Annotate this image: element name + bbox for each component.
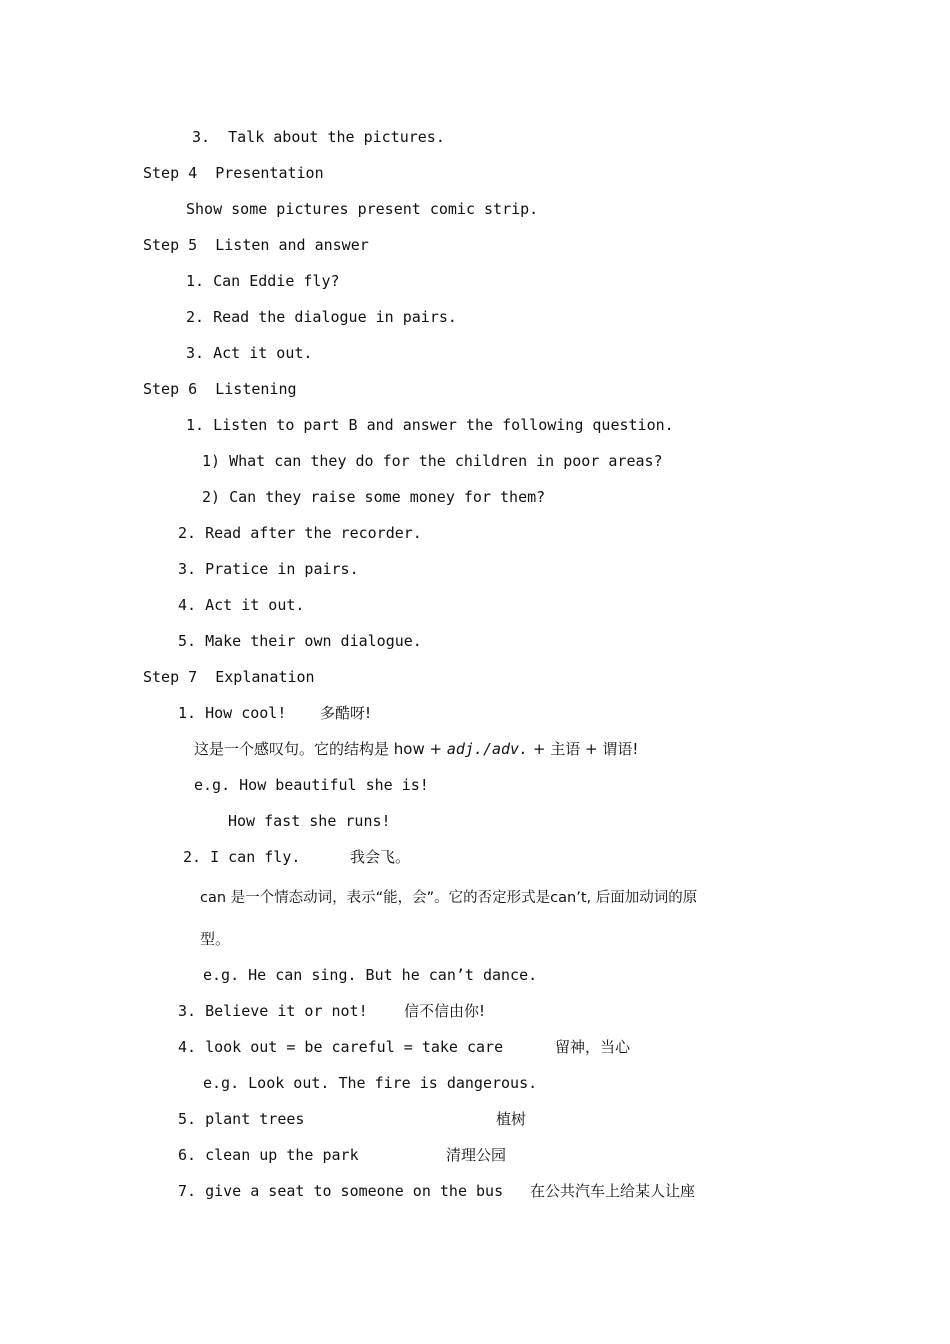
example-line: e.g. How beautiful she is! — [194, 776, 429, 794]
explanation-line: 型。 — [200, 930, 231, 948]
example-line: e.g. Look out. The fire is dangerous. — [203, 1074, 538, 1092]
list-item: 2. Read after the recorder. — [178, 524, 422, 542]
list-item: 4. look out = be careful = take care — [178, 1038, 504, 1056]
translation: 信不信由你! — [404, 1002, 486, 1020]
list-item: 2. Read the dialogue in pairs. — [186, 308, 457, 326]
step-heading: Step 7 Explanation — [143, 668, 315, 686]
list-item: 3. Pratice in pairs. — [178, 560, 359, 578]
list-item: 1. Listen to part B and answer the following question. — [186, 416, 674, 434]
explanation-text: 这是一个感叹句。它的结构是 how + — [194, 740, 447, 758]
list-item: 3. Act it out. — [186, 344, 313, 362]
text-line: 3. Talk about the pictures. — [192, 128, 445, 146]
sub-item: 2) Can they raise some money for them? — [202, 488, 546, 506]
step-heading: Step 5 Listen and answer — [143, 236, 369, 254]
sub-item: 1) What can they do for the children in poor areas? — [202, 452, 663, 470]
list-item: 2. I can fly. — [183, 848, 301, 866]
explanation-line: can 是一个情态动词，表示“能，会”。它的否定形式是can’t, 后面加动词的原 — [200, 890, 698, 906]
translation: 我会飞。 — [350, 848, 411, 866]
formula-text: adj./adv. — [446, 740, 529, 758]
translation: 植树 — [496, 1110, 527, 1128]
step-heading: Step 6 Listening — [143, 380, 297, 398]
list-item: 6. clean up the park — [178, 1146, 359, 1164]
list-item: 1. Can Eddie fly? — [186, 272, 340, 290]
text-line: Show some pictures present comic strip. — [186, 200, 539, 218]
list-item: 4. Act it out. — [178, 596, 305, 614]
translation: 留神，当心 — [555, 1038, 631, 1056]
list-item: 1. How cool! — [178, 704, 287, 722]
list-item: 5. Make their own dialogue. — [178, 632, 422, 650]
list-item: 7. give a seat to someone on the bus — [178, 1182, 504, 1200]
explanation-text: + 主语 + 谓语! — [528, 740, 639, 758]
list-item: 3. Believe it or not! — [178, 1002, 368, 1020]
list-item: 5. plant trees — [178, 1110, 305, 1128]
example-line: How fast she runs! — [228, 812, 391, 830]
step-heading: Step 4 Presentation — [143, 164, 324, 182]
explanation-line — [194, 739, 638, 759]
translation: 多酷呀! — [320, 704, 372, 722]
example-line: e.g. He can sing. But he can’t dance. — [203, 966, 538, 984]
translation: 在公共汽车上给某人让座 — [530, 1182, 696, 1200]
translation: 清理公园 — [446, 1146, 507, 1164]
